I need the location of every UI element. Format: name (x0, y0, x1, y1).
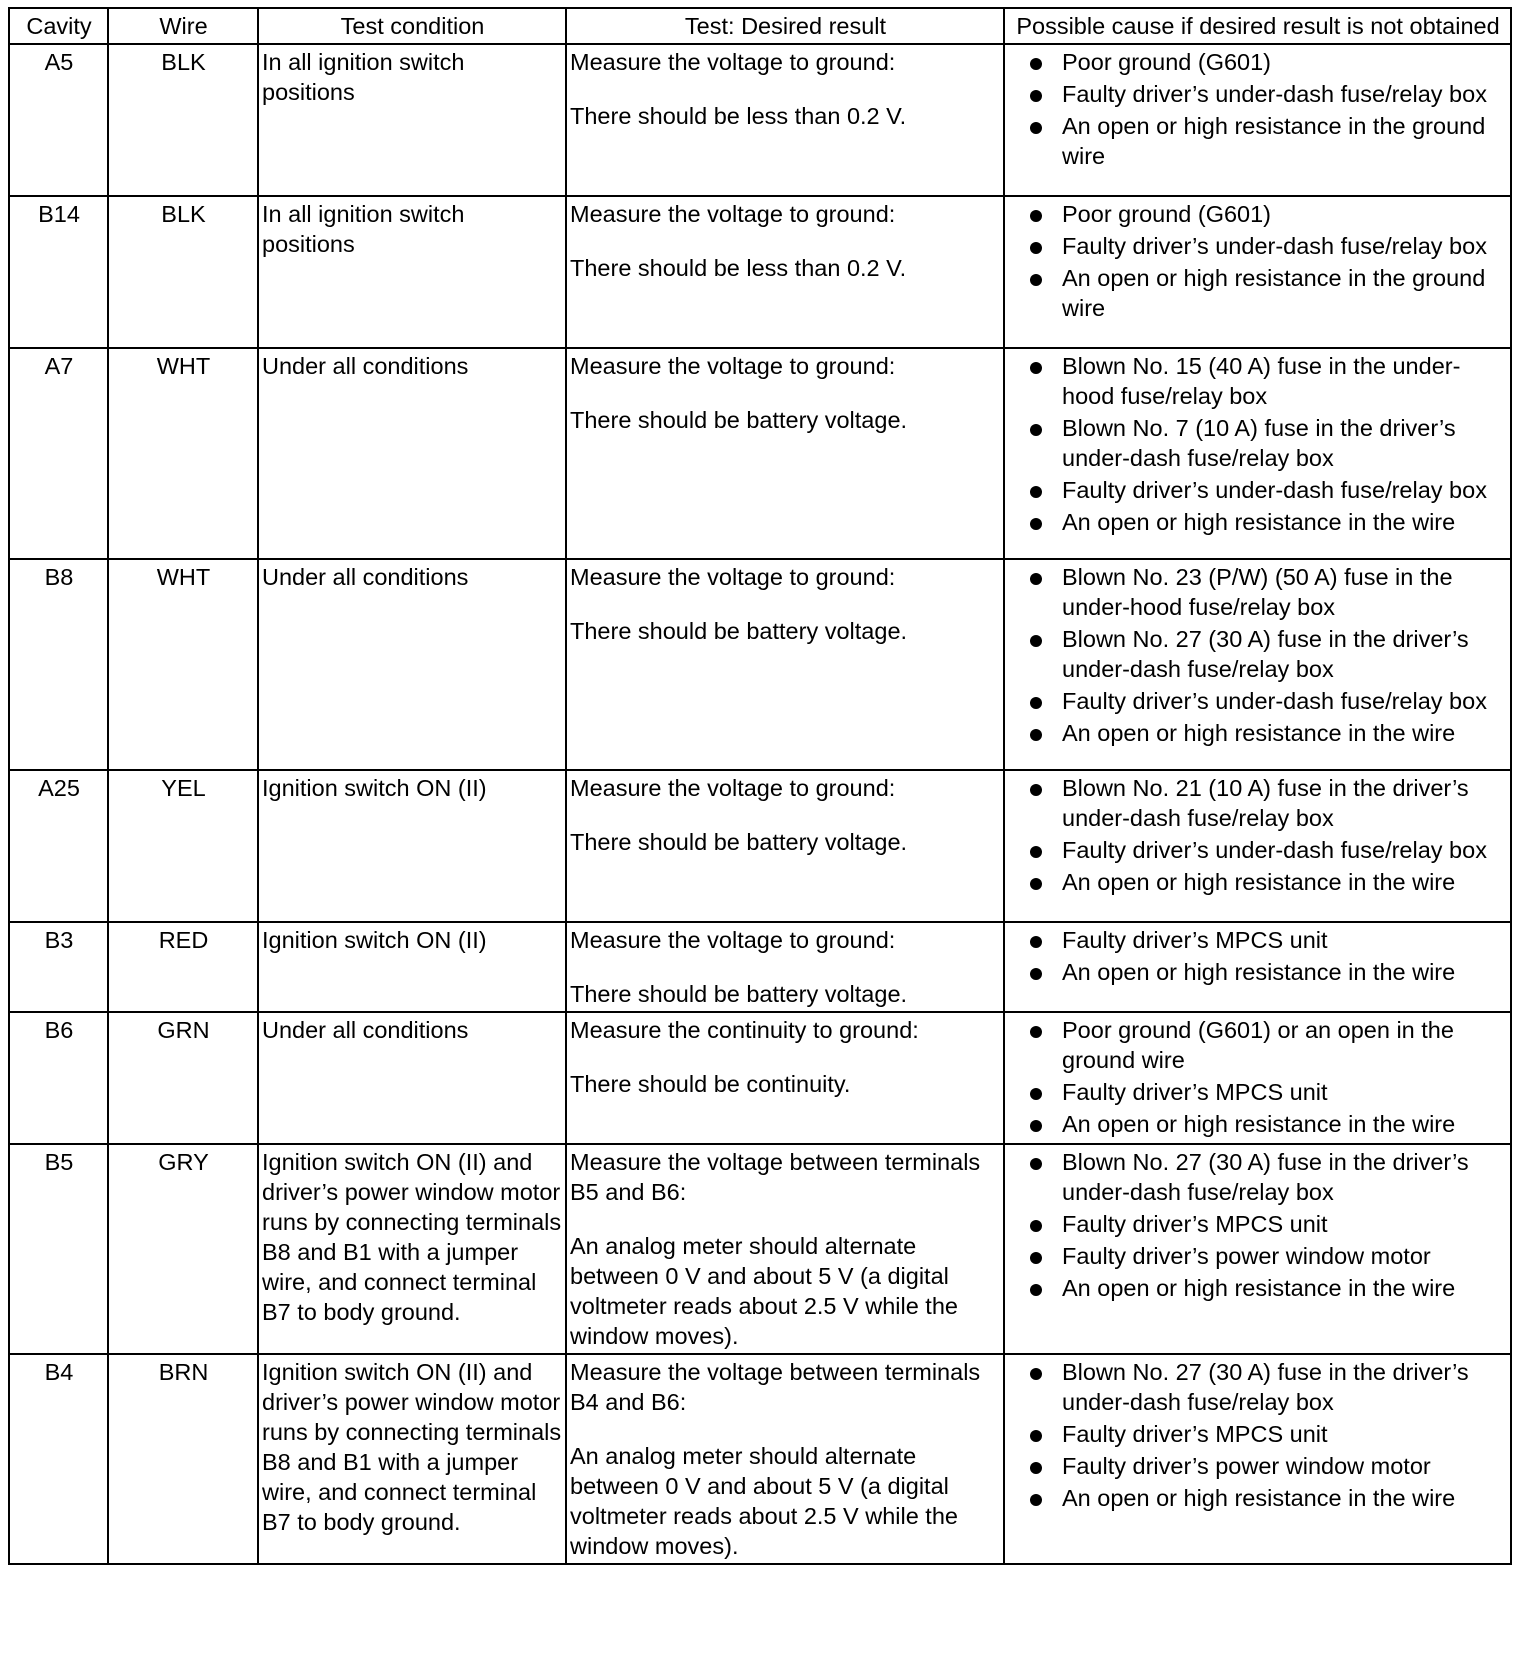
possible-cause-cell (1004, 348, 1511, 559)
desired-result-cell (566, 1144, 1004, 1354)
test-instruction: Measure the voltage to ground: (570, 564, 896, 590)
cavity-cell: B6 (9, 1012, 108, 1144)
test-condition-cell: In all ignition switch positions (258, 44, 566, 196)
test-instruction: Measure the voltage to ground: (570, 201, 896, 227)
cavity-cell: A5 (9, 44, 108, 196)
test-condition-cell: Under all conditions (258, 348, 566, 559)
cause-item: An open or high resistance in the ground wire (1008, 263, 1508, 323)
cause-item: Blown No. 21 (10 A) fuse in the driver’s under-dash fuse/relay box (1008, 773, 1508, 833)
table-row (9, 770, 1511, 922)
header-desired-result: Test: Desired result (566, 8, 1004, 44)
table-row (9, 922, 1511, 1012)
cavity-cell: A25 (9, 770, 108, 922)
table-body (9, 44, 1511, 1564)
expected-result: There should be continuity. (570, 1071, 851, 1097)
cause-list (1008, 197, 1508, 323)
expected-result: An analog meter should alternate between 0 V and about 5 V (a digital voltmeter reads about 2.5 V while the window moves). (570, 1443, 958, 1559)
cause-item: Blown No. 27 (30 A) fuse in the driver’s under-dash fuse/relay box (1008, 1147, 1508, 1207)
cavity-cell: A7 (9, 348, 108, 559)
wire-cell: GRY (108, 1144, 258, 1354)
table-row (9, 559, 1511, 770)
cause-item: Blown No. 7 (10 A) fuse in the driver’s under-dash fuse/relay box (1008, 413, 1508, 473)
header-wire: Wire (108, 8, 258, 44)
desired-result-cell (566, 922, 1004, 1012)
cause-item: An open or high resistance in the wire (1008, 507, 1508, 537)
test-instruction: Measure the voltage to ground: (570, 49, 896, 75)
cause-item: Poor ground (G601) (1008, 199, 1508, 229)
cause-item: Faulty driver’s MPCS unit (1008, 1419, 1508, 1449)
cause-item: An open or high resistance in the wire (1008, 867, 1508, 897)
possible-cause-cell (1004, 1012, 1511, 1144)
table-row (9, 44, 1511, 196)
cause-list (1008, 560, 1508, 748)
expected-result: There should be less than 0.2 V. (570, 103, 907, 129)
wire-cell: RED (108, 922, 258, 1012)
wire-cell: BLK (108, 196, 258, 348)
desired-result-cell (566, 44, 1004, 196)
table-row (9, 1354, 1511, 1564)
cause-list (1008, 1145, 1508, 1303)
desired-result-cell (566, 196, 1004, 348)
possible-cause-cell (1004, 922, 1511, 1012)
possible-cause-cell (1004, 770, 1511, 922)
cavity-cell: B3 (9, 922, 108, 1012)
test-instruction: Measure the voltage between terminals B4 and B6: (570, 1359, 981, 1415)
table-row (9, 1012, 1511, 1144)
wire-cell: WHT (108, 559, 258, 770)
desired-result-cell (566, 348, 1004, 559)
cause-list (1008, 923, 1508, 987)
test-instruction: Measure the continuity to ground: (570, 1017, 919, 1043)
cause-item: Blown No. 23 (P/W) (50 A) fuse in the under-hood fuse/relay box (1008, 562, 1508, 622)
wire-cell: BRN (108, 1354, 258, 1564)
cavity-cell: B14 (9, 196, 108, 348)
test-condition-cell: Ignition switch ON (II) (258, 922, 566, 1012)
test-table (8, 7, 1512, 1565)
test-instruction: Measure the voltage to ground: (570, 775, 896, 801)
table-row (9, 196, 1511, 348)
table-row (9, 1144, 1511, 1354)
test-condition-cell: Under all conditions (258, 1012, 566, 1144)
wire-cell: YEL (108, 770, 258, 922)
test-condition-cell: Under all conditions (258, 559, 566, 770)
cavity-cell: B5 (9, 1144, 108, 1354)
cause-list (1008, 349, 1508, 537)
header-test-condition: Test condition (258, 8, 566, 44)
cause-item: Blown No. 15 (40 A) fuse in the under-hood fuse/relay box (1008, 351, 1508, 411)
cause-item: Faulty driver’s under-dash fuse/relay box (1008, 835, 1508, 865)
document (8, 7, 1512, 1565)
possible-cause-cell (1004, 1144, 1511, 1354)
cause-item: Faulty driver’s under-dash fuse/relay box (1008, 231, 1508, 261)
header-row (9, 8, 1511, 44)
test-instruction: Measure the voltage to ground: (570, 927, 896, 953)
desired-result-cell (566, 1012, 1004, 1144)
expected-result: There should be less than 0.2 V. (570, 255, 907, 281)
test-instruction: Measure the voltage between terminals B5 and B6: (570, 1149, 981, 1205)
cause-item: An open or high resistance in the wire (1008, 1109, 1508, 1139)
cause-item: An open or high resistance in the wire (1008, 957, 1508, 987)
cavity-cell: B8 (9, 559, 108, 770)
expected-result: There should be battery voltage. (570, 981, 908, 1007)
cause-item: Faulty driver’s power window motor (1008, 1241, 1508, 1271)
table-row (9, 348, 1511, 559)
cause-item: An open or high resistance in the wire (1008, 718, 1508, 748)
cause-item: An open or high resistance in the wire (1008, 1483, 1508, 1513)
cause-list (1008, 1013, 1508, 1139)
cause-item: Faulty driver’s power window motor (1008, 1451, 1508, 1481)
wire-cell: BLK (108, 44, 258, 196)
cause-list (1008, 45, 1508, 171)
possible-cause-cell (1004, 196, 1511, 348)
cause-item: Faulty driver’s under-dash fuse/relay box (1008, 686, 1508, 716)
expected-result: An analog meter should alternate between 0 V and about 5 V (a digital voltmeter reads about 2.5 V while the window moves). (570, 1233, 958, 1349)
cause-item: Poor ground (G601) (1008, 47, 1508, 77)
test-condition-cell: In all ignition switch positions (258, 196, 566, 348)
cause-item: Faulty driver’s MPCS unit (1008, 1077, 1508, 1107)
cause-list (1008, 771, 1508, 897)
test-condition-cell: Ignition switch ON (II) (258, 770, 566, 922)
expected-result: There should be battery voltage. (570, 407, 908, 433)
cause-item: Blown No. 27 (30 A) fuse in the driver’s under-dash fuse/relay box (1008, 1357, 1508, 1417)
desired-result-cell (566, 770, 1004, 922)
test-condition-cell: Ignition switch ON (II) and driver’s power window motor runs by connecting terminals B8 and B1 with a jumper wire, and connect terminal B7 to body ground. (258, 1144, 566, 1354)
header-cavity: Cavity (9, 8, 108, 44)
test-condition-cell: Ignition switch ON (II) and driver’s power window motor runs by connecting terminals B8 and B1 with a jumper wire, and connect terminal B7 to body ground. (258, 1354, 566, 1564)
cause-item: Faulty driver’s under-dash fuse/relay box (1008, 475, 1508, 505)
wire-cell: GRN (108, 1012, 258, 1144)
cause-item: Poor ground (G601) or an open in the ground wire (1008, 1015, 1508, 1075)
cause-item: An open or high resistance in the wire (1008, 1273, 1508, 1303)
cause-item: Faulty driver’s MPCS unit (1008, 1209, 1508, 1239)
cause-item: Faulty driver’s under-dash fuse/relay box (1008, 79, 1508, 109)
expected-result: There should be battery voltage. (570, 829, 908, 855)
desired-result-cell (566, 1354, 1004, 1564)
wire-cell: WHT (108, 348, 258, 559)
expected-result: There should be battery voltage. (570, 618, 908, 644)
cause-item: An open or high resistance in the ground wire (1008, 111, 1508, 171)
cause-list (1008, 1355, 1508, 1513)
possible-cause-cell (1004, 1354, 1511, 1564)
cause-item: Faulty driver’s MPCS unit (1008, 925, 1508, 955)
cause-item: Blown No. 27 (30 A) fuse in the driver’s under-dash fuse/relay box (1008, 624, 1508, 684)
test-instruction: Measure the voltage to ground: (570, 353, 896, 379)
possible-cause-cell (1004, 559, 1511, 770)
possible-cause-cell (1004, 44, 1511, 196)
desired-result-cell (566, 559, 1004, 770)
header-possible-cause: Possible cause if desired result is not obtained (1004, 8, 1511, 44)
cavity-cell: B4 (9, 1354, 108, 1564)
